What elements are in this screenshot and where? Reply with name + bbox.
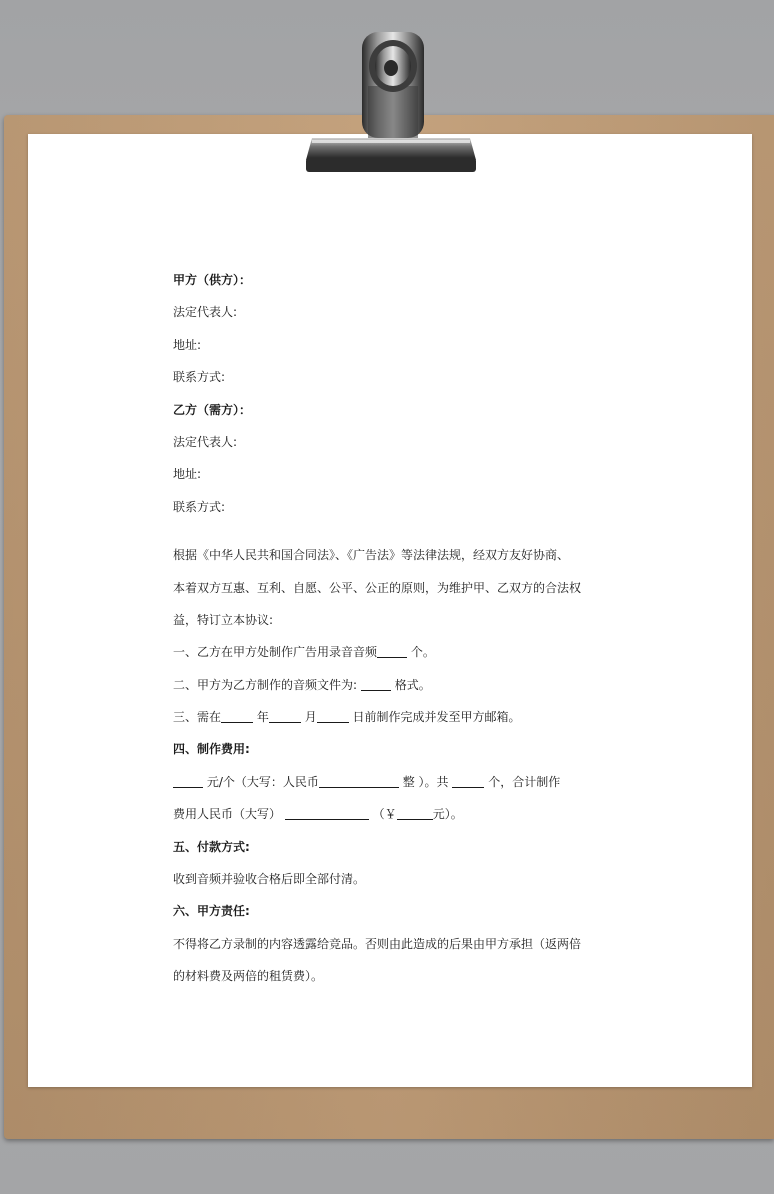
clause-2 xyxy=(173,673,613,705)
party-b-contact: 联系方式: xyxy=(173,499,226,514)
clause-2-suffix: 格式。 xyxy=(394,677,431,692)
total-amount-suffix: 元）。 xyxy=(432,807,463,822)
clause-5-body: 收到音频并验收合格后即全部付清。 xyxy=(173,872,366,887)
clause-6-line-1: 不得将乙方录制的内容透露给竞品。否则由此造成的后果由甲方承担（返两倍 xyxy=(173,936,582,951)
preamble-line-2: 本着双方互惠、互利、自愿、公平、公正的原则，为维护甲、乙双方的合法权 xyxy=(173,580,582,595)
binder-clip-icon xyxy=(290,26,486,178)
clause-3-suffix: 日前制作完成并发至甲方邮箱。 xyxy=(352,710,521,725)
month-blank xyxy=(269,708,301,723)
party-a-heading: 甲方（供方）： xyxy=(173,273,252,287)
spacer xyxy=(173,527,613,543)
clause-4-heading: 四、制作费用: xyxy=(173,742,250,757)
clause-6-heading: 六、甲方责任: xyxy=(173,904,250,919)
day-blank xyxy=(317,708,349,723)
total-amount-prefix: （￥ xyxy=(372,807,397,822)
clause-4-line-1 xyxy=(173,770,613,802)
party-a-contact: 联系方式: xyxy=(173,370,226,385)
party-a-representative: 法定代表人: xyxy=(173,305,238,320)
clause-3-text: 三、需在 xyxy=(173,710,222,725)
clause-3 xyxy=(173,705,613,737)
year-blank xyxy=(221,708,253,723)
unit-price-text: 元/个（大写：人民币 xyxy=(206,774,319,789)
total-text: 个，合计制作 xyxy=(488,774,561,789)
preamble-line-3: 益，特订立本协议: xyxy=(173,612,274,627)
total-count-blank xyxy=(452,773,484,788)
clause-2-text: 二、甲方为乙方制作的音频文件为: xyxy=(173,677,358,692)
total-amount-blank xyxy=(397,805,433,820)
preamble-line-1: 根据《中华人民共和国合同法》、《广告法》等法律法规，经双方友好协商、 xyxy=(173,548,570,563)
contract-body xyxy=(173,268,613,997)
total-count-text: 整 ）。共 xyxy=(402,774,449,789)
unit-price-blank xyxy=(173,773,203,788)
clause-5-heading: 五、付款方式: xyxy=(173,839,250,854)
clause-1-suffix: 个。 xyxy=(410,645,435,660)
file-format-blank xyxy=(361,676,391,691)
total-words-text: 费用人民币（大写） xyxy=(173,807,282,822)
total-words-blank xyxy=(285,805,369,820)
clause-6-line-2: 的材料费及两倍的租赁费）。 xyxy=(173,969,324,984)
party-a-address: 地址: xyxy=(173,337,202,352)
party-b-address: 地址: xyxy=(173,467,202,482)
party-b-heading: 乙方（需方）： xyxy=(173,402,252,417)
unit-price-words-blank xyxy=(319,773,399,788)
month-label: 月 xyxy=(304,710,317,725)
clause-4-line-2 xyxy=(173,802,613,834)
audio-count-blank xyxy=(377,643,407,658)
clause-1 xyxy=(173,640,613,672)
clause-1-text: 一、乙方在甲方处制作广告用录音音频 xyxy=(173,645,378,660)
year-label: 年 xyxy=(256,710,269,725)
party-b-representative: 法定代表人: xyxy=(173,434,238,449)
